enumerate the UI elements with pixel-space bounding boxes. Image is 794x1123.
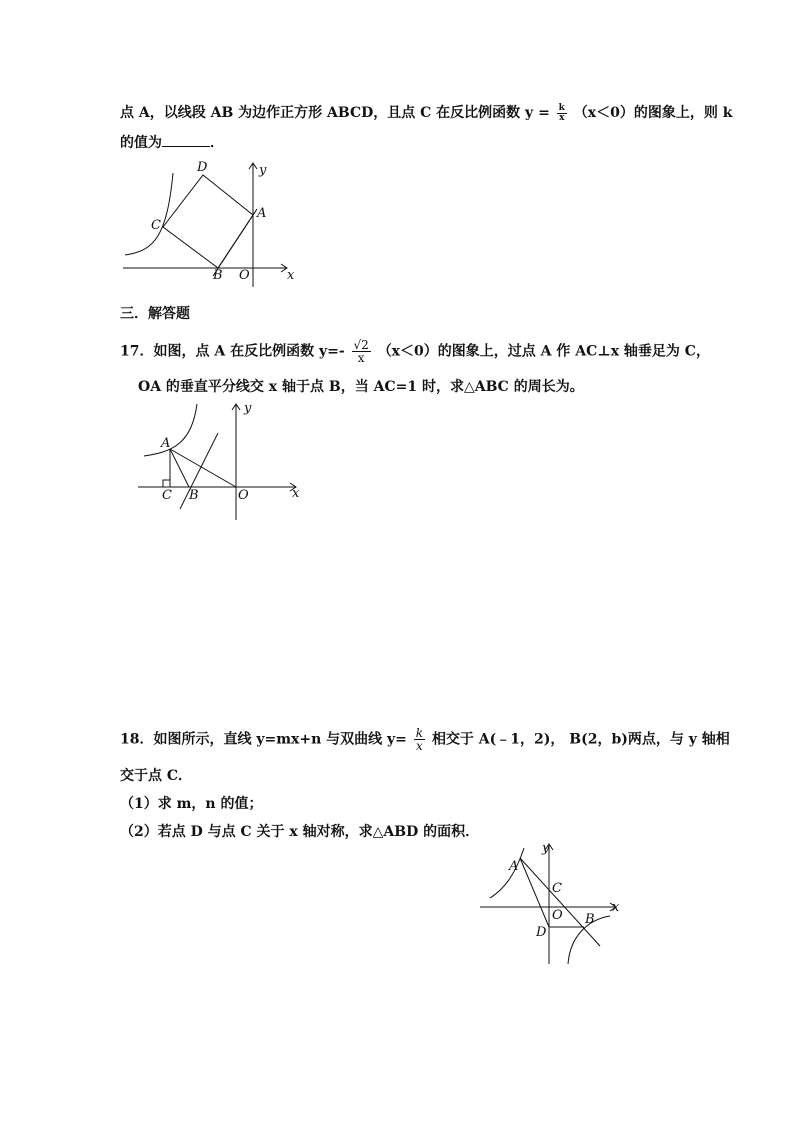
q18-figure xyxy=(476,838,626,966)
q18-text-line2: 交于点 C． xyxy=(120,768,193,784)
q17-text-line1 xyxy=(120,339,710,364)
q18-segment-ad xyxy=(520,858,549,927)
q17-label-b: B xyxy=(189,488,199,503)
q16-figure xyxy=(115,155,305,295)
q16-label-x: x xyxy=(287,268,295,283)
q17-line1-part1: 17．如图，点 A 在反比例函数 y=- xyxy=(120,343,345,360)
q16-label-d: D xyxy=(197,160,208,175)
q16-line2-end: ． xyxy=(210,135,224,151)
q16-label-b: B xyxy=(213,268,223,283)
q16-frac-den: x xyxy=(559,112,565,123)
q18-hyperbola-left xyxy=(490,848,524,898)
q17-label-y: y xyxy=(244,401,252,416)
q17-fraction xyxy=(352,339,371,364)
q18-label-x: x xyxy=(612,900,620,915)
q17-label-c: C xyxy=(162,488,172,503)
q18-label-y: y xyxy=(542,841,550,856)
q18-subquestion-1: （1）求 m，n 的值； xyxy=(120,796,263,812)
q16-label-c: C xyxy=(151,218,161,233)
q16-text-line2 xyxy=(120,132,224,152)
q16-line2: 的值为 xyxy=(120,135,162,151)
q16-text-line1 xyxy=(120,102,732,123)
q17-figure xyxy=(134,398,304,524)
q16-line-ab xyxy=(213,209,257,276)
q17-label-a: A xyxy=(161,436,171,451)
q18-label-c: C xyxy=(552,881,562,896)
q17-text-line2: OA 的垂直平分线交 x 轴于点 B，当 AC=1 时，求△ABC 的周长为。 xyxy=(138,379,584,395)
q17-hyperbola xyxy=(144,404,197,456)
q18-line-ab xyxy=(520,858,600,946)
q16-label-o: O xyxy=(239,268,250,283)
q16-line1-part1: 点 A，以线段 AB 为边作正方形 ABCD，且点 C 在反比例函数 y = xyxy=(120,105,550,121)
q17-label-o: O xyxy=(238,488,249,503)
q18-label-b: B xyxy=(585,912,595,927)
q16-frac-num: k xyxy=(558,102,565,113)
q18-line1-part1: 18．如图所示，直线 y=mx+n 与双曲线 y= xyxy=(120,731,407,748)
q18-line1-part2: 相交于 A(﹣1，2)， B(2，b)两点，与 y 轴相 xyxy=(431,731,730,748)
q18-subquestion-2: （2）若点 D 与点 C 关于 x 轴对称，求△ABD 的面积． xyxy=(120,824,480,840)
q16-fraction xyxy=(557,104,567,123)
q16-line1-part2: （x＜0）的图象上，则 k xyxy=(573,105,733,121)
q18-label-d: D xyxy=(536,925,547,940)
q17-perp-bisector xyxy=(180,433,218,509)
q16-hyperbola xyxy=(125,173,173,255)
q18-frac-num: k xyxy=(415,726,424,740)
q18-text-line1 xyxy=(120,727,730,752)
answer-blank xyxy=(162,134,210,147)
q18-fraction xyxy=(414,727,425,752)
q18-label-a: A xyxy=(509,859,519,874)
q18-frac-den: x xyxy=(416,739,423,753)
section-title: 三．解答题 xyxy=(120,306,190,322)
q18-label-o: O xyxy=(552,908,563,923)
q17-label-x: x xyxy=(292,486,300,501)
q17-frac-num: √2 xyxy=(353,338,369,352)
q17-right-angle-mark xyxy=(163,480,170,487)
q16-label-y: y xyxy=(259,163,267,178)
q17-frac-den: x xyxy=(357,351,365,365)
q16-label-a: A xyxy=(257,206,267,221)
q17-line1-part2: （x＜0）的图象上，过点 A 作 AC⊥x 轴垂足为 C， xyxy=(377,343,710,360)
q16-square xyxy=(163,175,253,268)
